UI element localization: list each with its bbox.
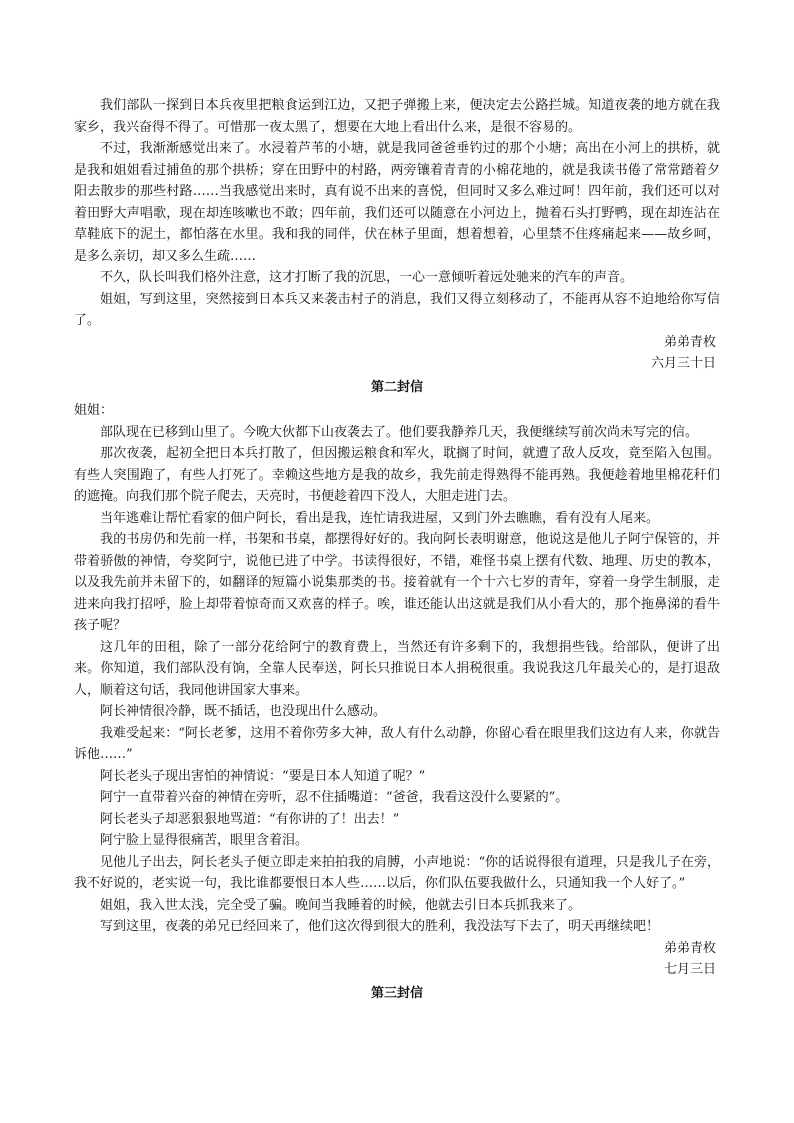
letter1-paragraph: 姐姐，写到这里，突然接到日本兵又来袭击村子的消息，我们又得立刻移动了，不能再从容不迫地给你写信了。 [74, 291, 720, 328]
letter2-paragraph: 这几年的田租，除了一部分花给阿宁的教育费上，当然还有许多剩下的，我想捐些钱。给部队，便讲了出来。你知道，我们部队没有饷，全靠人民奉送，阿长只推说日本人捐税很重。我说我这几年最关心的，是打退敌人，顺着这句话，我同他讲国家大事来。 [74, 639, 720, 698]
letter2-paragraph: 我难受起来：“阿长老爹，这用不着你劳多大神，敌人有什么动静，你留心看在眼里我们这边有人来，你就告诉他……” [74, 725, 720, 762]
letter1-paragraph: 不久，队长叫我们格外注意，这才打断了我的沉思，一心一意倾听着远处驰来的汽车的声音。 [100, 270, 634, 285]
letter-two [74, 377, 720, 981]
letter2-paragraph: 当年逃难让帮忙看家的佃户阿长，看出是我，连忙请我进屋，又到门外去瞧瞧，看有没有人尾来。 [100, 510, 660, 526]
letter-three [74, 983, 720, 1005]
letter2-signature: 弟弟青枚 [663, 940, 716, 956]
letter2-paragraph: 我的书房仍和先前一样，书架和书桌，都摆得好好的。我向阿长表明谢意，他说这是他儿子阿宁保管的，并带着骄傲的神情，夸奖阿宁，说他已进了中学。书读得很好，不错，难怪书桌上摆有代数、地理、历史的教本，以及我先前并未留下的，如翻译的短篇小说集那类的书。接着就有一个十六七岁的青年，穿着一身学生制服，走进来向我打招呼，脸上却带着惊奇而又欢喜的样子。唉，谁还能认出这就是我们从小看大的，那个拖鼻涕的看牛孩子呢？ [74, 532, 720, 633]
letter2-paragraph: 阿宁一直带着兴奋的神情在旁听，忍不住插嘴道：“爸爸，我看这没什么要紧的”。 [100, 790, 569, 805]
letter1-signature: 弟弟青枚 [663, 334, 716, 350]
letter2-salutation: 姐姐： [74, 403, 114, 418]
letter2-paragraph: 阿宁脸上显得很痛苦，眼里含着泪。 [100, 833, 309, 848]
letter2-paragraph: 写到这里，夜袭的弟兄已经回来了，他们这次得到很大的胜利，我没法写下去了，明天再继续吧！ [100, 919, 660, 934]
letter2-paragraph: 阿长神情很冷静，既不插话，也没现出什么感动。 [100, 704, 387, 719]
letter2-paragraph: 那次夜袭，起初全把日本兵打散了，但因搬运粮食和军火，耽搁了时间，就遭了敌人反攻，竟至陷入包围。有些人突围跑了，有些人打死了。幸赖这些地方是我的故乡，我先前走得熟得不能再熟。我便趁着地里棉花秆们的遮掩。向我们那个院子爬去，天亮时，书便趁着四下没人，大胆走进门去。 [74, 446, 720, 504]
letter2-title: 第二封信 [370, 379, 423, 395]
letter3-title: 第三封信 [370, 985, 423, 1001]
letter2-paragraph: 见他儿子出去，阿长老头子便立即走来拍拍我的肩膊，小声地说：“你的话说得很有道理，只是我儿子在旁，我不好说的，老实说一句，我比谁都要恨日本人些……以后，你们队伍要我做什么，只通知我一个人好了。” [74, 854, 720, 891]
letter2-paragraph: 阿长老头子却恶狠狠地骂道：“有你讲的了！出去！” [100, 811, 400, 827]
letter2-paragraph: 姐姐，我入世太浅，完全受了骗。晚间当我睡着的时候，他就去引日本兵抓我来了。 [100, 897, 582, 913]
letter1-date: 六月三十日 [650, 356, 716, 371]
letter1-paragraph: 我们部队一探到日本兵夜里把粮食运到江边，又把子弹搬上来，便决定去公路拦城。知道夜袭的地方就在我家乡，我兴奋得不得了。可惜那一夜太黑了，想要在大地上看出什么来，是很不容易的。 [74, 98, 720, 135]
letter1-paragraph: 不过，我渐渐感觉出来了。水浸着芦苇的小塘，就是我同爸爸垂钓过的那个小塘；高出在小河上的拱桥，就是我和姐姐看过捕鱼的那个拱桥；穿在田野中的村路，两旁镶着青青的小棉花地的，就是我读书倦了常常踏着夕阳去散步的那些村路……当我感觉出来时，真有说不出来的喜悦，但同时又多么难过呵！四年前，我们还可以对着田野大声唱歌，现在却连咳嗽也不敢；四年前，我们还可以随意在小河边上，抛着石头打野鸭，现在却连沾在草鞋底下的泥土，都怕落在水里。我和我的同伴，伏在林子里面，想着想着，心里禁不住疼痛起来——故乡呵，是多么亲切，却又多么生疏…… [74, 141, 720, 264]
letter-one [74, 95, 720, 375]
letter2-paragraph: 部队现在已移到山里了。今晚大伙都下山夜袭去了。他们要我静养几天，我便继续写前次尚未写完的信。 [100, 424, 699, 440]
letter2-paragraph: 阿长老头子现出害怕的神情说：“要是日本人知道了呢？” [100, 768, 426, 784]
letter2-date: 七月三日 [663, 962, 716, 977]
